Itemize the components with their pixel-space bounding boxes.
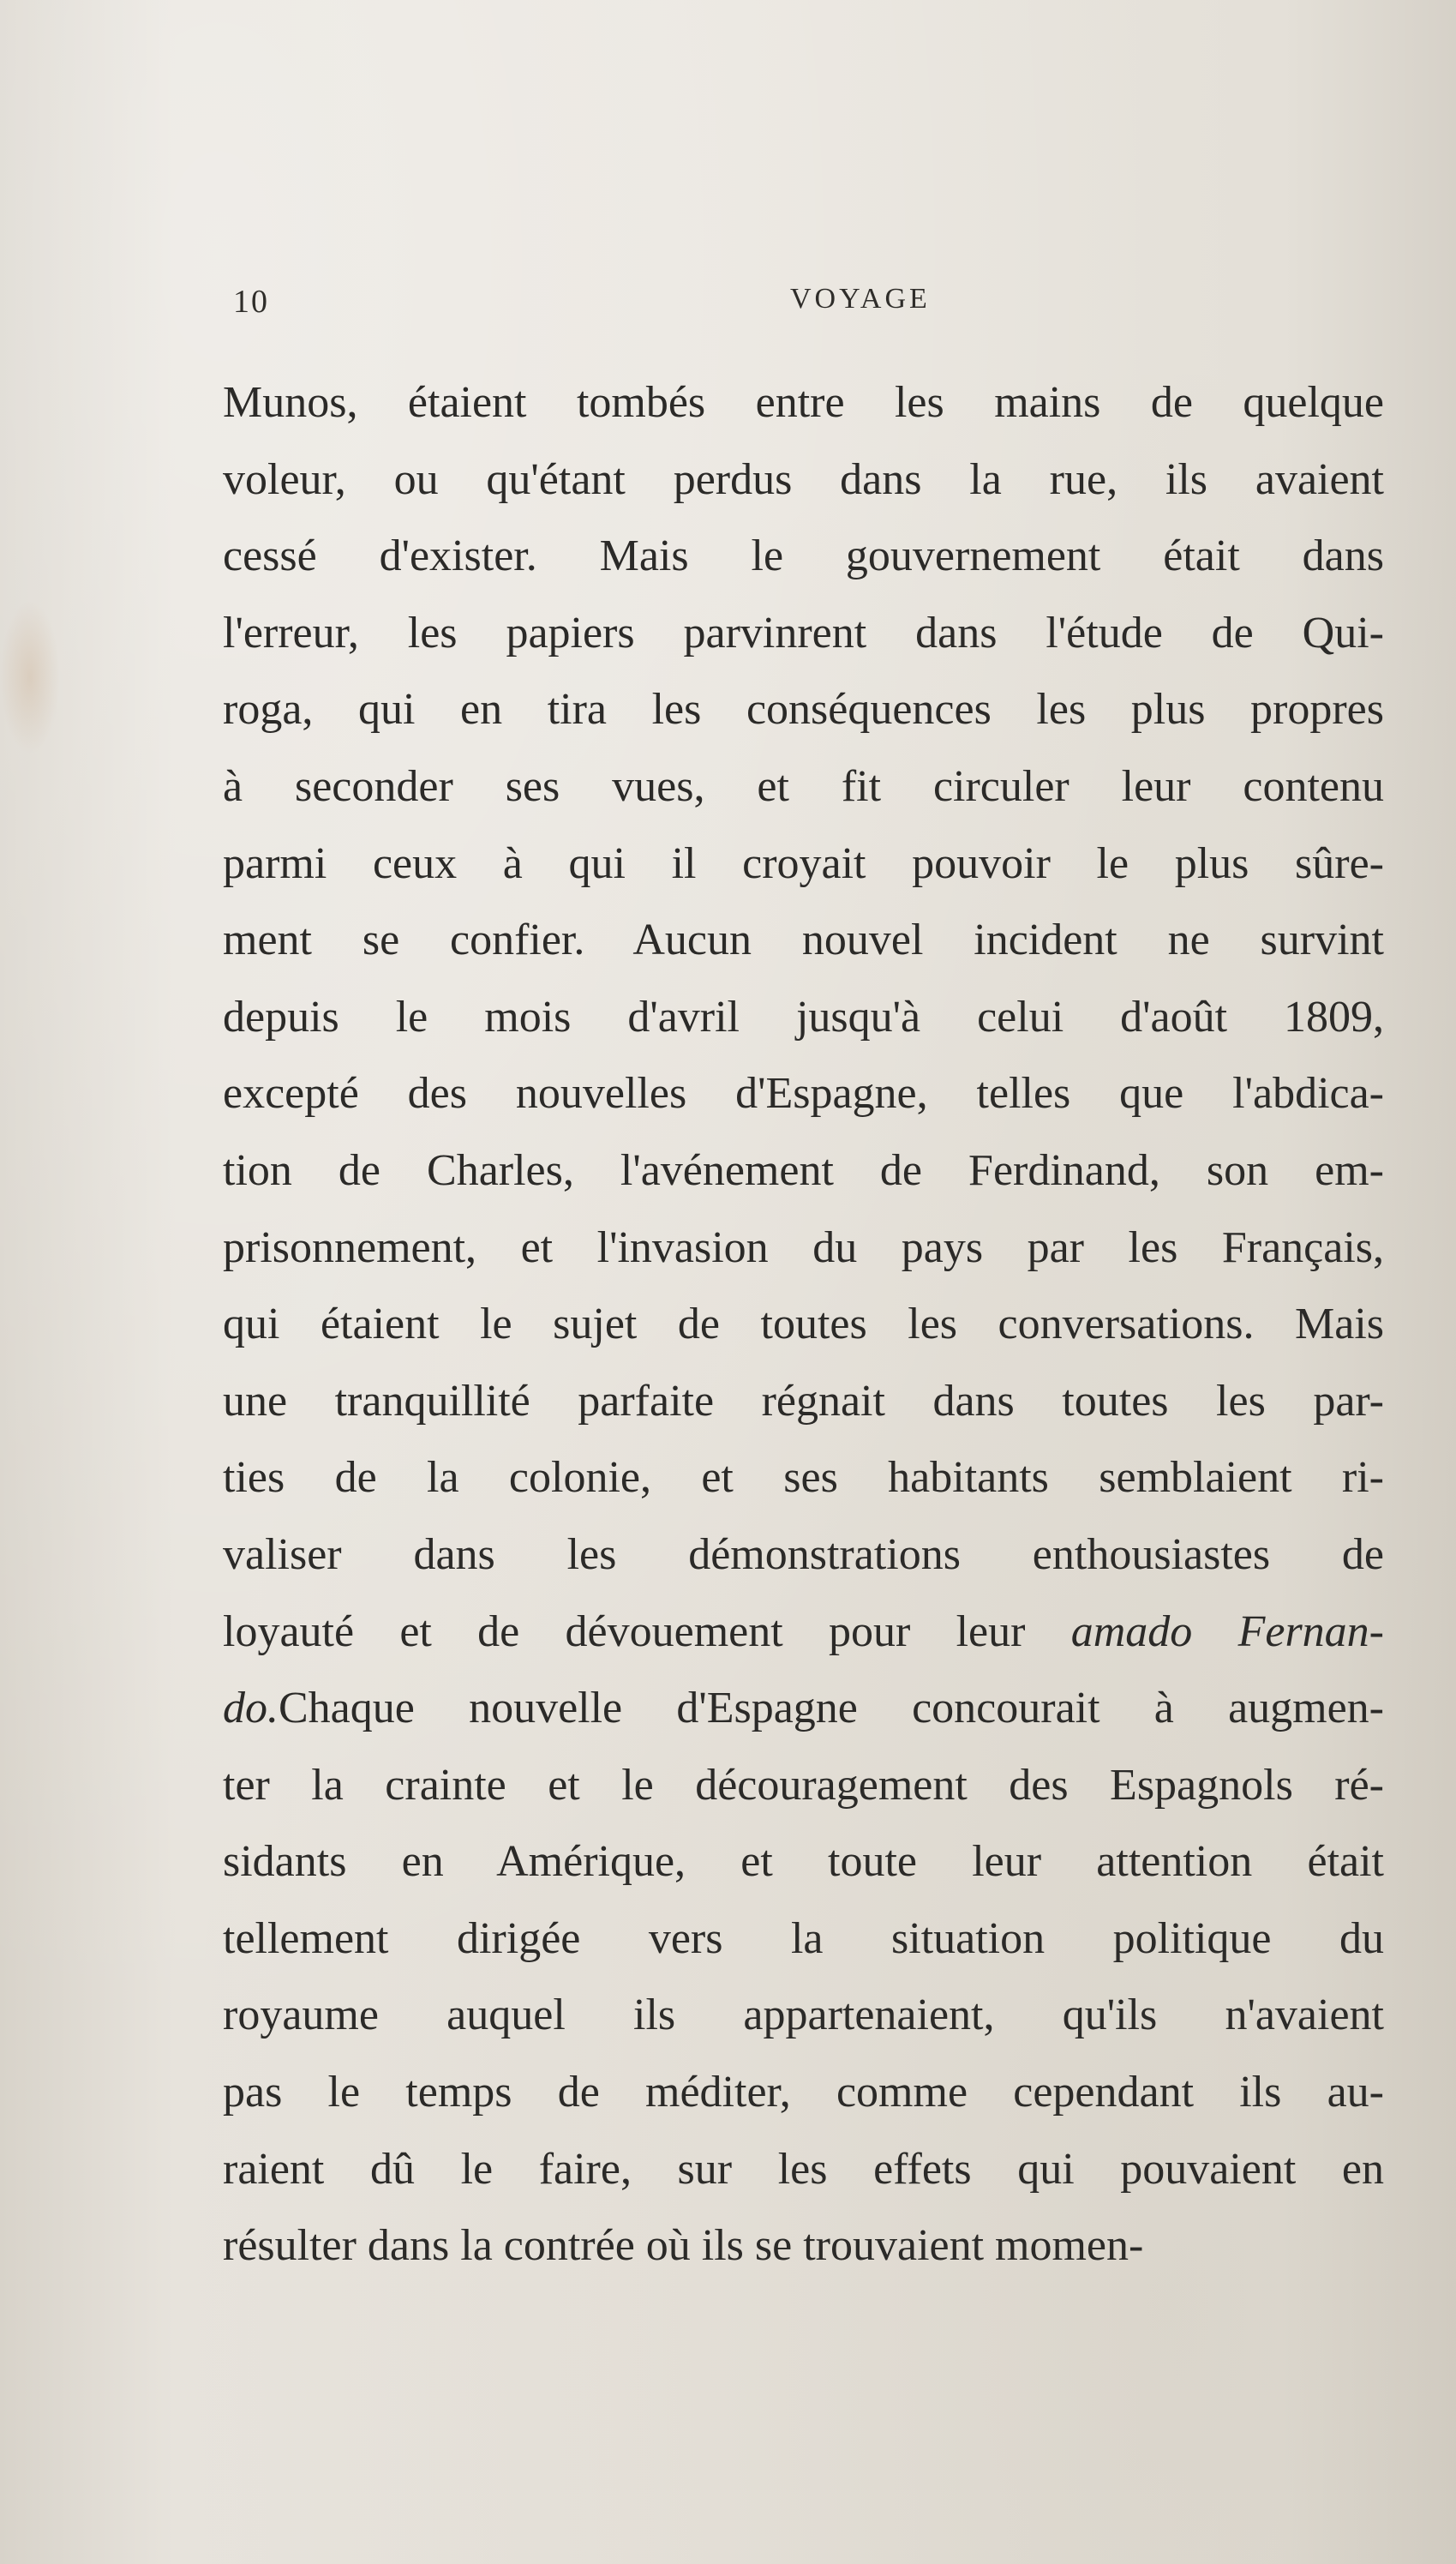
text-line: sidants en Amérique, et toute leur attention était	[223, 1837, 1384, 1887]
text-line: ties de la colonie, et ses habitants semblaient ri-	[223, 1453, 1384, 1503]
running-title: VOYAGE	[790, 283, 931, 315]
text-line: tion de Charles, l'avénement de Ferdinand, son em-	[223, 1145, 1384, 1195]
italic-phrase: do.	[223, 1684, 279, 1733]
text-line	[223, 1594, 1384, 1671]
text-line: excepté des nouvelles d'Espagne, telles que l'abdica-	[223, 1069, 1384, 1119]
text-line: à seconder ses vues, et fit circuler leur contenu	[223, 761, 1384, 811]
text-line: l'erreur, les papiers parvinrent dans l'étude de Qui-	[223, 608, 1384, 658]
body-text	[223, 364, 1384, 2285]
text-line: prisonnement, et l'invasion du pays par les Français,	[223, 1222, 1384, 1272]
text-line: raient dû le faire, sur les effets qui pouvaient en	[223, 2144, 1384, 2194]
text-line: parmi ceux à qui il croyait pouvoir le plus sûre-	[223, 838, 1384, 888]
text-line: valiser dans les démonstrations enthousiastes de	[223, 1529, 1384, 1579]
text-line: ter la crainte et le découragement des Espagnols ré-	[223, 1760, 1384, 1810]
text-line: royaume auquel ils appartenaient, qu'ils n'avaient	[223, 1991, 1384, 2040]
paper-stain	[0, 600, 60, 754]
text-line: depuis le mois d'avril jusqu'à celui d'août 1809,	[223, 992, 1384, 1042]
text-line: une tranquillité parfaite régnait dans toutes les par-	[223, 1376, 1384, 1426]
text-line: pas le temps de méditer, comme cependant ils au-	[223, 2068, 1384, 2117]
text-line: voleur, ou qu'étant perdus dans la rue, ils avaient	[223, 454, 1384, 504]
text-line: ment se confier. Aucun nouvel incident ne survint	[223, 916, 1384, 965]
text-segment: Chaque nouvelle d'Espagne concourait à augmen-	[279, 1684, 1384, 1733]
text-line: qui étaient le sujet de toutes les conversations. Mais	[223, 1300, 1384, 1349]
text-line: Munos, étaient tombés entre les mains de quelque	[223, 378, 1384, 427]
text-line: roga, qui en tira les conséquences les plus propres	[223, 685, 1384, 735]
page-number: 10	[233, 284, 269, 320]
running-head	[225, 283, 1385, 326]
text-line: résulter dans la contrée où ils se trouvaient momen-	[223, 2221, 1144, 2271]
text-line: tellement dirigée vers la situation politique du	[223, 1913, 1384, 1963]
text-line: cessé d'exister. Mais le gouvernement était dans	[223, 531, 1384, 581]
text-line	[223, 1670, 1384, 1747]
italic-phrase: amado Fernan-	[1070, 1606, 1384, 1656]
text-segment: loyauté et de dévouement pour leur	[223, 1606, 1071, 1656]
